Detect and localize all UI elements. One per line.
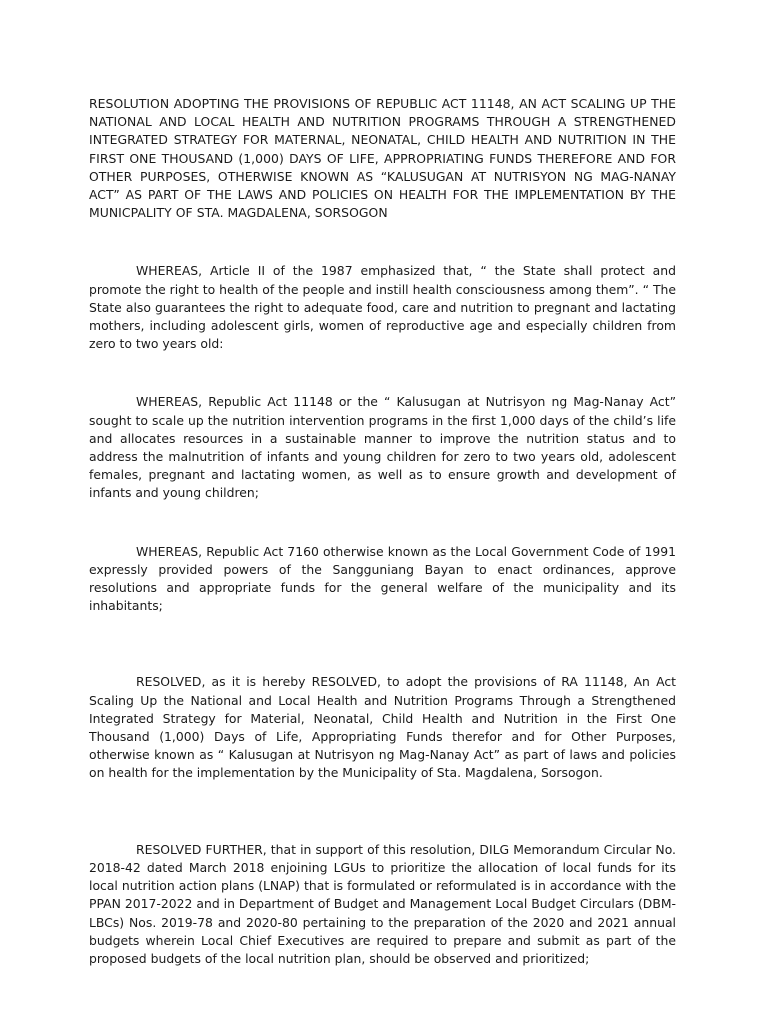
document-page [89, 95, 676, 968]
whereas-ra-7160-paragraph: WHEREAS, Republic Act 7160 otherwise known as the Local Government Code of 1991 expressly provided powers of the Sangguniang Bayan to enact ordinances, approve resolutions and appropriate funds for the general welfare of the municipality and its inhabitants; [89, 543, 676, 614]
resolution-title: RESOLUTION ADOPTING THE PROVISIONS OF REPUBLIC ACT 11148, AN ACT SCALING UP THE NATIONAL AND LOCAL HEALTH AND NUTRITION PROGRAMS THROUGH A STRENGTHENED INTEGRATED STRATEGY FOR MATERNAL, NEONATAL, CHILD HEALTH AND NUTRITION IN THE FIRST ONE THOUSAND (1,000) DAYS OF LIFE, APPROPRIATING FUNDS THEREFORE AND FOR OTHER PURPOSES, OTHERWISE KNOWN AS “KALUSUGAN AT NUTRISYON NG MAG-NANAY ACT” AS PART OF THE LAWS AND POLICIES ON HEALTH FOR THE IMPLEMENTATION BY THE MUNICPALITY OF STA. MAGDALENA, SORSOGON [89, 96, 676, 221]
whereas-ra-11148-paragraph: WHEREAS, Republic Act 11148 or the “ Kalusugan at Nutrisyon ng Mag-Nanay Act” sought to scale up the nutrition intervention programs in the first 1,000 days of the child’s life and allocates resources in a sustainable manner to improve the nutrition status and to address the malnutrition of infants and young children for zero to two years old, adolescent females, pregnant and lactating women, as well as to ensure growth and development of infants and young children; [89, 394, 676, 501]
resolved-further-paragraph: RESOLVED FURTHER, that in support of this resolution, DILG Memorandum Circular No. 2018-42 dated March 2018 enjoining LGUs to prioritize the allocation of local funds for its local nutrition action plans (LNAP) that is formulated or reformulated is in accordance with the PPAN 2017-2022 and in Department of Budget and Management Local Budget Circulars (DBM-LBCs) Nos. 2019-78 and 2020-80 pertaining to the preparation of the 2020 and 2021 annual budgets wherein Local Chief Executives are required to prepare and submit as part of the proposed budgets of the local nutrition plan, should be observed and prioritized; [89, 841, 676, 966]
whereas-article-ii-paragraph: WHEREAS, Article II of the 1987 emphasized that, “ the State shall protect and promote the right to health of the people and instill health consciousness among them”. “ The State also guarantees the right to adequate food, care and nutrition to pregnant and lactating mothers, including adolescent girls, women of reproductive age and especially children from zero to two years old: [89, 263, 676, 352]
resolved-paragraph: RESOLVED, as it is hereby RESOLVED, to adopt the provisions of RA 11148, An Act Scaling Up the National and Local Health and Nutrition Programs Through a Strengthened Integrated Strategy for Material, Neonatal, Child Health and Nutrition in the First One Thousand (1,000) Days of Life, Appropriating Funds therefor and for Other Purposes, otherwise known as “ Kalusugan at Nutrisyon ng Mag-Nanay Act” as part of laws and policies on health for the implementation by the Municipality of Sta. Magdalena, Sorsogon. [89, 674, 676, 781]
